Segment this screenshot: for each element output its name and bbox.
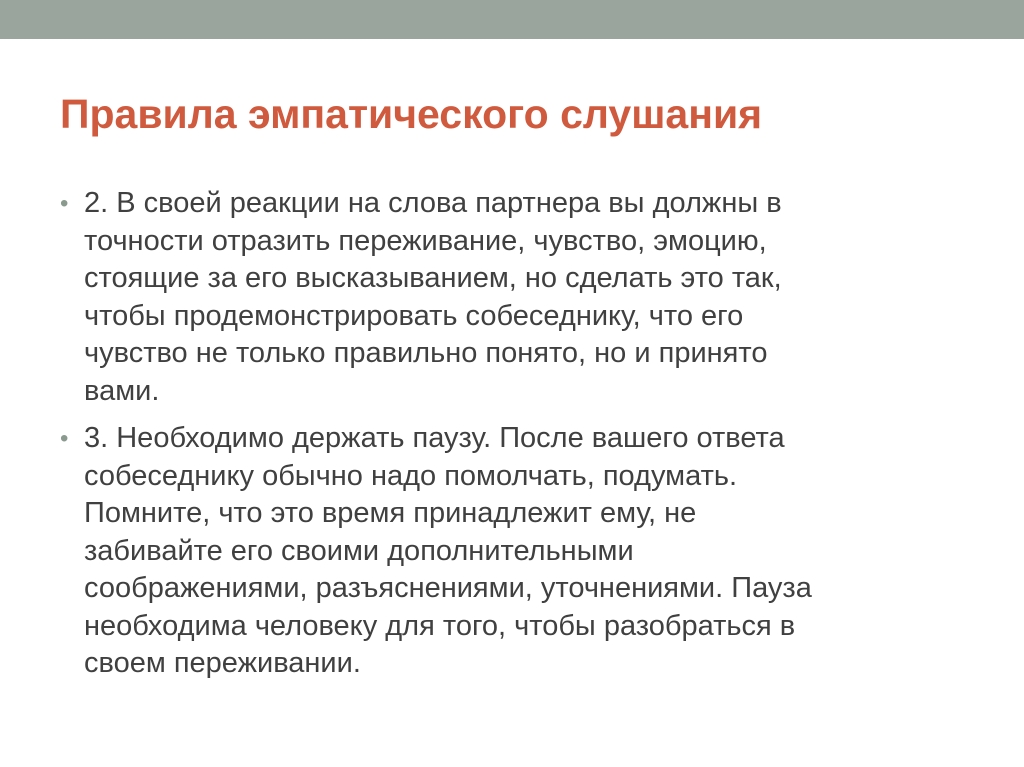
bullet-list — [60, 185, 960, 683]
bullet-item — [60, 185, 960, 410]
bullet-line: стоящие за его высказыванием, но сделать это так, — [84, 262, 782, 294]
bullet-line: соображениями, разъяснениями, уточнениями. Пауза — [84, 572, 812, 604]
bullet-icon: • — [60, 425, 69, 452]
bullet-item — [60, 420, 960, 683]
bullet-line: Помните, что это время принадлежит ему, не — [84, 497, 697, 529]
bullet-line: собеседнику обычно надо помолчать, подумать. — [84, 459, 738, 492]
bullet-line: вами. — [84, 374, 160, 407]
bullet-line: точности отразить переживание, чувство, эмоцию, — [84, 224, 767, 257]
bullet-line: чтобы продемонстрировать собеседнику, что его — [84, 299, 744, 332]
bullet-line: чувство не только правильно понято, но и принято — [84, 337, 768, 369]
bullet-line: 3. Необходимо держать паузу. После вашего ответа — [84, 422, 785, 454]
slide-title: Правила эмпатического слушания — [60, 91, 763, 137]
bullet-line: 2. В своей реакции на слова партнера вы должны в — [84, 187, 782, 219]
top-accent-bar — [0, 0, 1024, 39]
bullet-line: забивайте его своими дополнительными — [84, 534, 634, 567]
bullet-line: своем переживании. — [84, 647, 361, 679]
bullet-line: необходима человеку для того, чтобы разобраться в — [84, 609, 796, 642]
bullet-icon: • — [60, 190, 69, 217]
